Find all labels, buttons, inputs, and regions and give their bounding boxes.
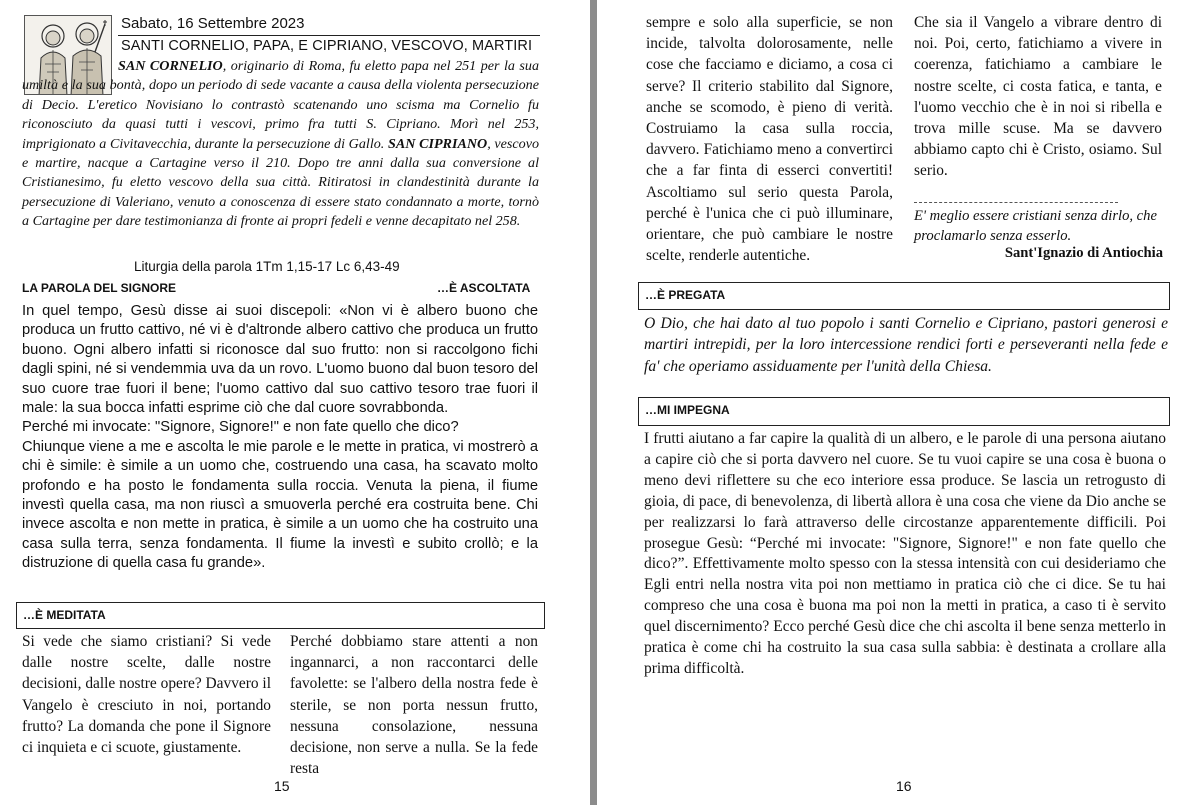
meditated-label: …È MEDITATA [23,608,106,622]
meditation-column-4: Che sia il Vangelo a vibrare dentro di noi. Poi, certo, fatichiamo a vivere in coerenza, fatichiamo a cambiare le nostre scelte, ci costa fatica, e tanta, e l'uomo vecchio che è in noi si ribella e trova mille scuse. Ma se davvero abbiamo capto chi è Cristo, osiamo. Sul serio. [914,14,1162,180]
saints-biography [22,57,539,232]
meditation-column-1: Si vede che siamo cristiani? Si vede dalle nostre scelte, dalle nostre decisioni, dalle nostre opere? Davvero il Vangelo è cresciuto in noi, portando frutto? La domanda che pone il Signore ci inquieta e ci scuote, giustamente. [22,633,271,757]
prayer-text: O Dio, che hai dato al tuo popolo i santi Cornelio e Cipriano, pastori generosi e martiri intrepidi, per la loro intercessione rendici forti e perseveranti nella fede e fa' che operiamo assiduamente per l'unità della Chiesa. [644,315,1168,375]
commitment-text: I frutti aiutano a far capire la qualità di un albero, e le parole di una persona aiutano a capire ciò che si porta davvero nel cuore. Se tu vuoi capire se una cosa è buona o meno devi riflettere su che eco interiore essa produce. Se lascia un retrogusto di gioia, di pace, di benevolenza, di libertà allora è una cosa che viene da Dio anche se per realizzarsi lo farà attraverso delle circostanze apparentemente difficili. Poi prosegue Gesù: “Perché mi invocate: "Signore, Signore!" e non fate quello che dico?”. Effettivamente molto spesso con la stessa intensità con cui desideriamo che Egli entri nella nostra vita poi non mettiamo in pratica ciò che ci dice. Se tu hai compreso che una cosa è buona ma poi non la metti in pratica, a caso ti è servito quel discernimento? Ecco perché Gesù dice che chi ascolta il bene senza metterlo in pratica è come chi ha costruito la sua casa sulla sabbia: è destinata a crollare alla prima difficoltà. [644,430,1166,677]
page-number: 16 [896,778,912,794]
cornelio-text: , originario di Roma, fu eletto papa nel 251 per la sua umiltà e la sua bontà, dopo un periodo di sede vacante a causa della violenta persecuzione di Decio. L'eretico Novisiano lo contrastò scatenando uno scisma ma Cornelio fu riconosciuto da quasi tutti i vescovi, primo fra tutti S. Cipriano. Morì nel 253, imprigionato a Civitavecchia, durante la persecuzione di Gallo. [22,58,539,152]
gospel-text [22,302,538,574]
liturgy-reference: Liturgia della parola 1Tm 1,15-17 Lc 6,43-49 [134,259,400,274]
gospel-paragraph: Chiunque viene a me e ascolta le mie parole e le mette in pratica, vi mostrerò a chi è simile: è simile a un uomo che, costruendo una casa, ha scavato molto profondo e ha posto le fondamenta sulla roccia. Venuta la piena, il fiume investì quella casa, ma non riuscì a smuoverla perché era costruita bene. Chi invece ascolta e non mette in pratica, è simile a un uomo che ha costruito una casa sulla terra, senza fondamenta. Il fiume la investì e subito crollò; e la distruzione di quella casa fu grande». [22,438,538,572]
page-number: 15 [274,778,290,794]
section-listened: …È ASCOLTATA [437,281,531,295]
prayed-header-box [638,282,1170,310]
meditation-column-2: Perché dobbiamo stare attenti a non ingannarci, a non raccontarci delle favolette: se l'albero della nostra fede è sterile, se non porta nessun frutto, nessuna consolazione, nessuna decisione, non serve a nulla. Se la fede resta [290,633,538,778]
liturgy-date: Sabato, 16 Settembre 2023 [121,15,305,32]
cornelio-name: SAN CORNELIO [118,58,223,74]
prayed-label: …È PREGATA [645,288,726,302]
commits-header-box [638,397,1170,426]
left-page [0,0,590,805]
section-word-of-lord: LA PAROLA DEL SIGNORE [22,281,177,295]
page-gutter [590,0,597,805]
header-divider [118,35,540,36]
right-page [597,0,1186,805]
cipriano-text: , vescovo e martire, nacque a Cartagine verso il 210. Dopo tre anni dalla sua conversione al Cristianesimo, fu eletto vescovo della sua città. Ritiratosi in clandestinità durante la persecuzione di Valeriano, venuto a conoscenza di essere stato condannato a morte, tornò a Cartagine per dare testimonianza di fronte ai propri fedeli e venne decapitato nel 258. [22,135,540,230]
commits-label: …MI IMPEGNA [645,403,730,417]
quote-author: Sant'Ignazio di Antiochia [1004,245,1163,261]
cipriano-name: SAN CIPRIANO [387,135,488,152]
meditated-header-box [16,602,545,629]
gospel-paragraph: In quel tempo, Gesù disse ai suoi discepoli: «Non vi è albero buono che produca un frutto cattivo, né vi è d'altronde albero cattivo che produca un frutto buono. Ogni albero infatti si riconosce dal suo frutto: non si raccolgono fichi dagli spini, né si vendemmia uva da un rovo. L'uomo buono dal buon tesoro del suo cuore trae fuori il bene; l'uomo cattivo dal suo cattivo tesoro trae fuori il male: la sua bocca infatti esprime ciò che dal cuore sovrabbonda. [22,303,538,417]
quote-text: E' meglio essere cristiani senza dirlo, che proclamarlo senza esserlo. [914,208,1157,244]
quote-divider [914,202,1118,203]
gospel-paragraph: Perché mi invocate: "Signore, Signore!" e non fate quello che dico? [22,419,459,436]
meditation-column-3: sempre e solo alla superficie, se non incide, talvolta dolorosamente, nelle cose che facciamo e diciamo, a cosa ci serve? Il criterio stabilito dal Signore, anche se scomodo, è pieno di verità. Costruiamo la casa sulla roccia, davvero. Fatichiamo meno a convertirci che a far finta di esserci convertiti! Ascoltiamo sul serio questa Parola, perché è l'unica che ci può illuminare, orientare, che può cambiare le nostre scelte, renderle autentiche. [646,14,893,265]
saints-title: SANTI CORNELIO, PAPA, E CIPRIANO, VESCOVO, MARTIRI [121,38,533,54]
